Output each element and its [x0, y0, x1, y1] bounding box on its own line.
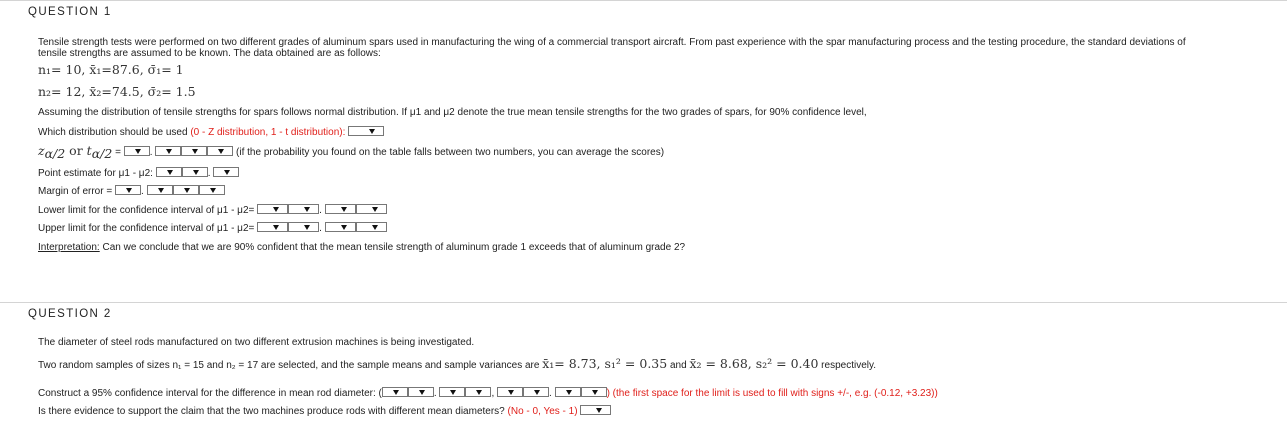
- q1-intro: Tensile strength tests were performed on two different grades of aluminum spars used in manufacturing the wing of a commercial transport aircraft. From past experience with the spar manufacturing process and the testing procedure, the standard deviations of: [38, 37, 1186, 48]
- decimal-point: .: [140, 186, 144, 197]
- q2-evidence-row: [38, 405, 611, 417]
- lower-dropdown-4[interactable]: [356, 204, 387, 214]
- lower-dropdown-3[interactable]: [325, 204, 356, 214]
- ci-upper-dropdown-1[interactable]: [497, 387, 523, 397]
- samples-text: Two random samples of sizes n₁ = 15 and n₂ = 17 are selected, and the sample means and sample variances are: [38, 360, 540, 371]
- q1-critical-value-row: [38, 143, 664, 161]
- q1-point-estimate-row: [38, 167, 239, 179]
- distribution-options: (0 - Z distribution, 1 - t distribution):: [190, 127, 346, 138]
- critical-value-dropdown-2[interactable]: [155, 146, 181, 156]
- q2-samples-row: [38, 356, 876, 371]
- ci-lower-dropdown-2[interactable]: [408, 387, 434, 397]
- construct-label: Construct a 95% confidence interval for the difference in mean rod diameter: (: [38, 388, 382, 399]
- q1-assumption: Assuming the distribution of tensile strengths for spars follows normal distribution. If μ1 and μ2 denote the true mean tensile strengths for the two grades of spars, for 90% confidence level,: [38, 107, 867, 118]
- q1-interpretation-row: [38, 242, 685, 253]
- margin-dropdown-4[interactable]: [199, 185, 225, 195]
- evidence-options: (No - 0, Yes - 1): [507, 406, 578, 417]
- interpretation-label: Interpretation:: [38, 242, 100, 253]
- equals-label: =: [112, 147, 121, 158]
- upper-dropdown-3[interactable]: [325, 222, 356, 232]
- critical-value-dropdown-1[interactable]: [124, 146, 150, 156]
- critical-value-dropdown-3[interactable]: [181, 146, 207, 156]
- upper-dropdown-4[interactable]: [356, 222, 387, 232]
- question-2-title: QUESTION 2: [28, 308, 112, 320]
- decimal-point: .: [149, 147, 153, 158]
- point-estimate-dropdown-2[interactable]: [182, 167, 208, 177]
- lower-dropdown-2[interactable]: [288, 204, 319, 214]
- question-1-title: QUESTION 1: [28, 6, 112, 18]
- stats-sample-2: x̄₂ = 8.68, s₂² = 0.40: [689, 356, 819, 371]
- respectively-label: respectively.: [818, 360, 877, 371]
- lower-dropdown-1[interactable]: [257, 204, 288, 214]
- z-label: z: [38, 143, 45, 158]
- margin-dropdown-3[interactable]: [173, 185, 199, 195]
- t-subscript: α/2: [91, 146, 113, 161]
- distribution-question: Which distribution should be used: [38, 127, 188, 138]
- lower-limit-label: Lower limit for the confidence interval of μ1 - μ2=: [38, 205, 255, 216]
- ci-lower-dropdown-1[interactable]: [382, 387, 408, 397]
- stats-sample-1: x̄₁= 8.73, s₁² = 0.35: [542, 356, 668, 371]
- q2-intro: The diameter of steel rods manufactured on two different extrusion machines is being investigated.: [38, 337, 475, 348]
- q1-intro-2: tensile strengths are assumed to be known. The data obtained are as follows:: [38, 48, 381, 59]
- point-estimate-dropdown-1[interactable]: [156, 167, 182, 177]
- z-subscript: α/2: [44, 146, 66, 161]
- question-1-header: [0, 0, 1287, 20]
- decimal-point: .: [207, 168, 211, 179]
- critical-value-note: (if the probability you found on the table falls between two numbers, you can average the scores): [236, 147, 665, 158]
- ci-upper-dropdown-4[interactable]: [581, 387, 607, 397]
- ci-upper-dropdown-3[interactable]: [555, 387, 581, 397]
- ci-lower-dropdown-3[interactable]: [439, 387, 465, 397]
- ci-lower-dropdown-4[interactable]: [465, 387, 491, 397]
- and-label: and: [667, 360, 690, 371]
- margin-dropdown-2[interactable]: [147, 185, 173, 195]
- question-2-header: [0, 302, 1287, 322]
- q2-construct-row: [38, 387, 938, 399]
- distribution-dropdown[interactable]: [348, 126, 384, 136]
- point-estimate-label: Point estimate for μ1 - μ2:: [38, 168, 153, 179]
- upper-limit-label: Upper limit for the confidence interval of μ1 - μ2=: [38, 223, 255, 234]
- decimal-point: .: [549, 388, 552, 399]
- margin-of-error-label: Margin of error =: [38, 186, 113, 197]
- decimal-point: .: [319, 223, 322, 234]
- upper-dropdown-1[interactable]: [257, 222, 288, 232]
- q1-data-2: n₂= 12, x̄₂=74.5, σ̄₂= 1.5: [38, 84, 196, 99]
- upper-dropdown-2[interactable]: [288, 222, 319, 232]
- decimal-point: .: [433, 388, 437, 399]
- margin-dropdown-1[interactable]: [115, 185, 141, 195]
- comma-separator: ,: [491, 388, 495, 399]
- q1-lower-row: [38, 204, 387, 216]
- point-estimate-dropdown-3[interactable]: [213, 167, 239, 177]
- evidence-dropdown[interactable]: [580, 405, 611, 415]
- t-label: t: [86, 143, 92, 158]
- q1-upper-row: [38, 222, 387, 234]
- interpretation-text: Can we conclude that we are 90% confident that the mean tensile strength of aluminum grade 1 exceeds that of aluminum grade 2?: [99, 242, 686, 253]
- evidence-label: Is there evidence to support the claim that the two machines produce rods with different mean diameters?: [38, 406, 505, 417]
- decimal-point: .: [319, 205, 322, 216]
- construct-note: ) (the first space for the limit is used to fill with signs +/-, e.g. (-0.12, +3.23)): [606, 388, 938, 399]
- ci-upper-dropdown-2[interactable]: [523, 387, 549, 397]
- critical-value-dropdown-4[interactable]: [207, 146, 233, 156]
- q1-data-1: n₁= 10, x̄₁=87.6, σ̄₁= 1: [38, 62, 184, 77]
- q1-margin-row: [38, 185, 225, 197]
- q1-distribution-row: [38, 126, 384, 138]
- or-label: or: [65, 143, 87, 158]
